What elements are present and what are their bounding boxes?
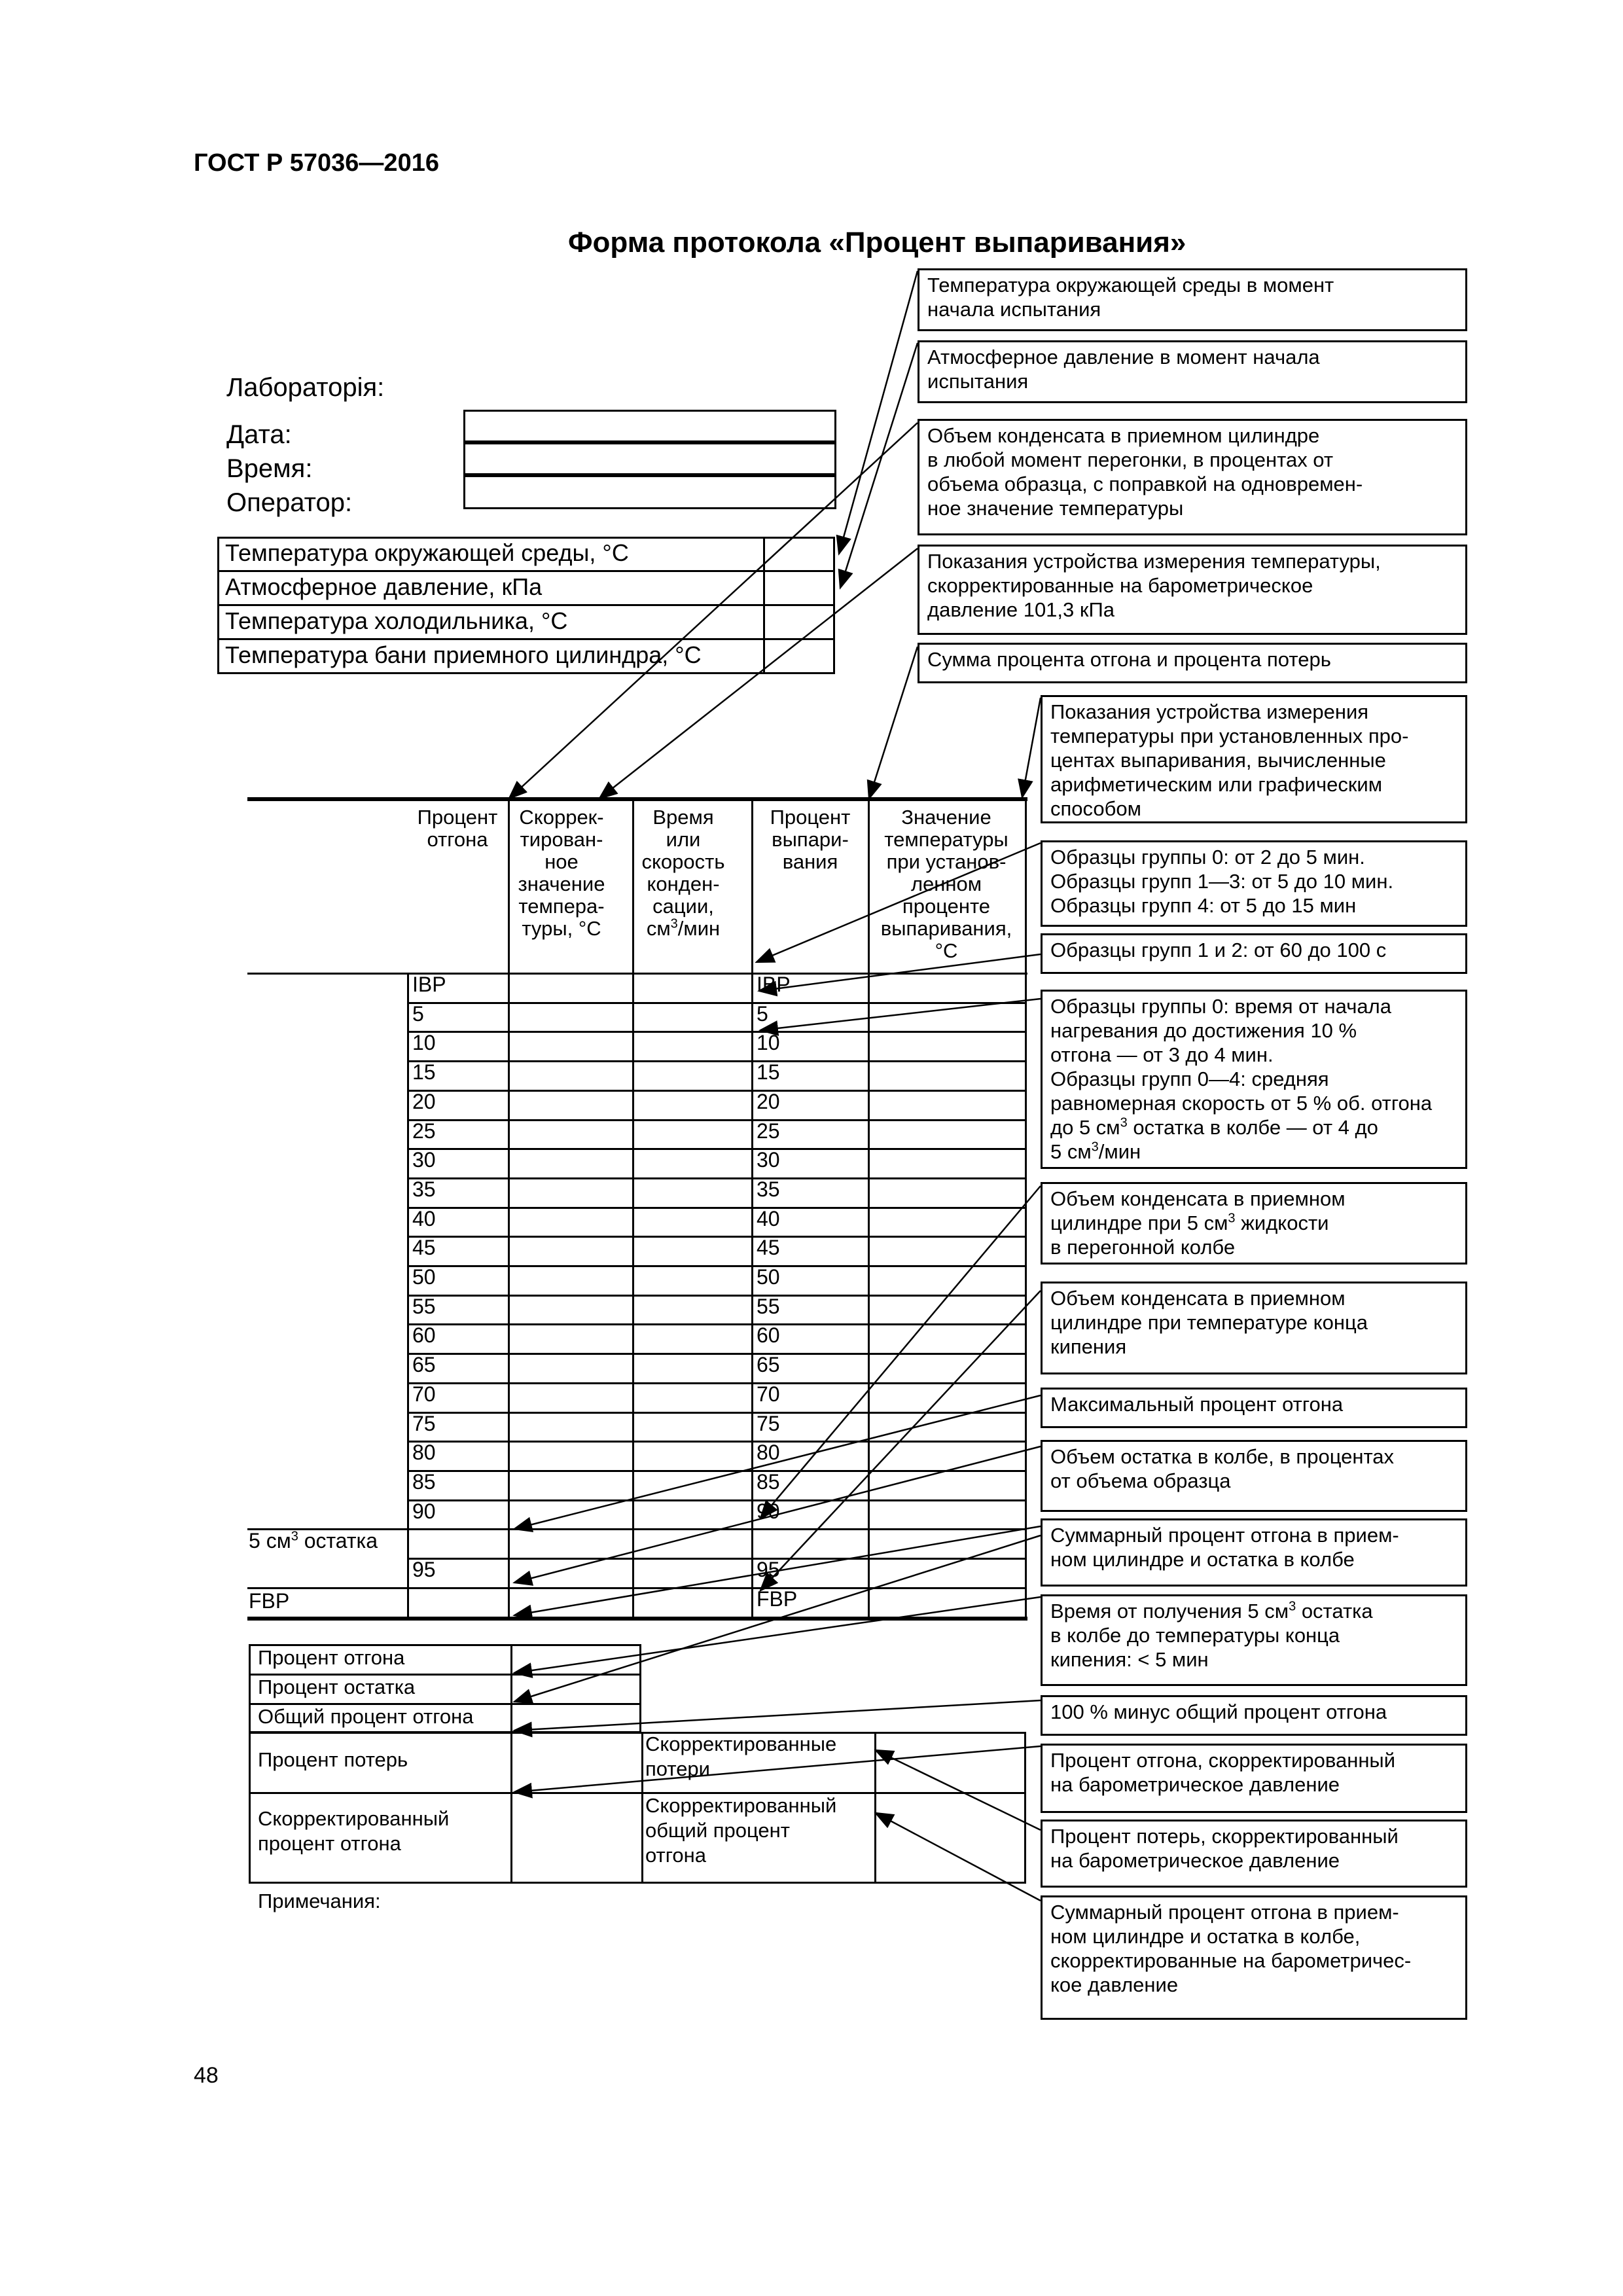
row-percent-label: 95: [412, 1558, 436, 1581]
note-condensate-5ml: Объем конденсата в приемном цилиндре при 5 $см^3$ жидкости в перегонной колбе: [1041, 1182, 1467, 1265]
note-pressure: Атмосферное давление в момент начала испытания: [918, 340, 1467, 403]
loss-label: Процент потерь: [258, 1748, 408, 1771]
row-evaporated-label: 15: [757, 1060, 780, 1085]
note-group-rates: Образцы группы 0: время от начала нагревания до достижения 10 % отгона — от 3 до 4 мин. Образцы групп 0—4: средняя равномерная скорость от 5 % об. отгона до 5 $см^3$ остатка в колбе — от 4 до 5 $см^3$/мин: [1041, 990, 1467, 1169]
row-percent-label: 20: [412, 1089, 436, 1113]
residue-label: 5 $см^3$ остатка: [249, 1529, 378, 1552]
note-condensate-fbp: Объем конденсата в приемном цилиндре при температуре конца кипения: [1041, 1282, 1467, 1374]
note-sum-percent: Сумма процента отгона и процента потерь: [918, 643, 1467, 683]
row-evaporated-label: 70: [757, 1382, 780, 1406]
residue-percent-label: Процент остатка: [258, 1676, 416, 1698]
note-temp-evaporated: Показания устройства измерения температуры при установленных про- центах выпаривания, вычисленные арифметическим или графическим способом: [1041, 695, 1467, 823]
notes-label: Примечания:: [258, 1890, 381, 1912]
row-evaporated-label: 60: [757, 1323, 780, 1348]
date-label: Дата:: [226, 420, 292, 449]
corrected-distill-label: Скорректированный процент отгона: [258, 1807, 450, 1855]
note-corrected-total: Суммарный процент отгона в прием- ном цилиндре и остатка в колбе, скорректированные на барометричес- кое давление: [1041, 1895, 1467, 2020]
corrected-loss-label: Скорректированные потери: [645, 1732, 837, 1780]
row-evaporated-label: 45: [757, 1236, 780, 1260]
row-percent-label: 50: [412, 1265, 436, 1289]
row-evaporated-label: FBP: [757, 1587, 798, 1611]
form-title: Форма протокола «Процент выпаривания»: [568, 226, 1186, 259]
note-time-to-fbp: Время от получения 5 $см^3$ остатка в колбе до температуры конца кипения: < 5 мин: [1041, 1594, 1467, 1686]
row-percent-label: 30: [412, 1148, 436, 1172]
row-percent-label: 25: [412, 1119, 436, 1143]
row-evaporated-label: 5: [757, 1001, 768, 1026]
condenser-temp-label: Температура холодильника, °C: [225, 607, 568, 634]
row-evaporated-label: 85: [757, 1469, 780, 1494]
row-evaporated-label: 65: [757, 1353, 780, 1377]
page-number: 48: [194, 2063, 219, 2088]
row-evaporated-label: 35: [757, 1177, 780, 1201]
note-groups-time: Образцы группы 0: от 2 до 5 мин. Образцы групп 1—3: от 5 до 10 мин. Образцы групп 4: от 5 до 15 мин: [1041, 840, 1467, 927]
header-temp-at-percent: Значение температуры при установ- ленном проценте выпаривания, °C: [880, 806, 1012, 962]
header-percent-distilled: Процент отгона: [417, 806, 498, 851]
operator-label: Оператор:: [226, 488, 353, 517]
row-evaporated-label: 80: [757, 1441, 780, 1465]
row-evaporated-label: 20: [757, 1089, 780, 1113]
row-evaporated-label: IBP: [757, 973, 791, 996]
row-percent-label: 55: [412, 1294, 436, 1318]
row-evaporated-label: 75: [757, 1411, 780, 1435]
row-percent-label: 45: [412, 1236, 436, 1260]
note-temp-corrected: Показания устройства измерения температуры, скорректированные на барометрическое давление 101,3 кПа: [918, 545, 1467, 635]
note-max-distill: Максимальный процент отгона: [1041, 1388, 1467, 1428]
header-time-rate: Время или скорость конден- сации, $см^3$/мин: [641, 806, 725, 940]
row-percent-label: 15: [412, 1060, 436, 1085]
note-corrected-distill: Процент отгона, скорректированный на барометрическое давление: [1041, 1744, 1467, 1813]
corrected-total-label: Скорректированный общий процент отгона: [645, 1794, 837, 1867]
row-percent-label: 60: [412, 1323, 436, 1348]
header-percent-evaporated: Процент выпари- вания: [770, 806, 851, 873]
laboratory-label: Лабораторія:: [226, 373, 385, 402]
note-ambient-temp: Температура окружающей среды в момент начала испытания: [918, 268, 1467, 331]
row-evaporated-label: 55: [757, 1294, 780, 1318]
row-evaporated-label: 50: [757, 1265, 780, 1289]
row-percent-label: 5: [412, 1001, 424, 1026]
row-percent-label: 80: [412, 1441, 436, 1465]
row-percent-label: 35: [412, 1177, 436, 1201]
bath-temp-label: Температура бани приемного цилиндра, °C: [225, 641, 702, 668]
note-corrected-loss: Процент потерь, скорректированный на барометрическое давление: [1041, 1820, 1467, 1888]
row-percent-label: 65: [412, 1353, 436, 1377]
total-distill-label: Общий процент отгона: [258, 1705, 474, 1728]
header-corrected-temp: Скоррек- тирован- ное значение темпера- туры, °C: [518, 806, 605, 940]
note-groups-1-2: Образцы групп 1 и 2: от 60 до 100 с: [1041, 933, 1467, 974]
note-total-distill-residue: Суммарный процент отгона в прием- ном цилиндре и остатка в колбе: [1041, 1518, 1467, 1587]
row-percent-label: 70: [412, 1382, 436, 1406]
row-evaporated-label: 30: [757, 1148, 780, 1172]
row-percent-label: 10: [412, 1031, 436, 1055]
time-label: Время:: [226, 454, 313, 483]
row-evaporated-label: 40: [757, 1206, 780, 1230]
standard-number: ГОСТ Р 57036—2016: [194, 149, 439, 177]
row-evaporated-label: 25: [757, 1119, 780, 1143]
row-percent-label: 75: [412, 1411, 436, 1435]
note-100-minus: 100 % минус общий процент отгона: [1041, 1695, 1467, 1736]
row-evaporated-label: 95: [757, 1558, 780, 1581]
row-percent-label: 40: [412, 1206, 436, 1230]
note-residue-volume: Объем остатка в колбе, в процентах от объема образца: [1041, 1440, 1467, 1512]
row-evaporated-label: 90: [757, 1499, 780, 1523]
ambient-temp-label: Температура окружающей среды, °C: [225, 539, 629, 566]
row-percent-label: IBP: [412, 973, 446, 996]
distill-label: Процент отгона: [258, 1646, 405, 1669]
row-evaporated-label: 10: [757, 1031, 780, 1055]
fbp-label: FBP: [249, 1589, 290, 1613]
note-condensate-volume: Объем конденсата в приемном цилиндре в любой момент перегонки, в процентах от объема образца, с поправкой на одновремен- ное значение температуры: [918, 419, 1467, 535]
row-percent-label: 85: [412, 1469, 436, 1494]
pressure-label: Атмосферное давление, кПа: [225, 573, 543, 600]
row-percent-label: 90: [412, 1499, 436, 1523]
